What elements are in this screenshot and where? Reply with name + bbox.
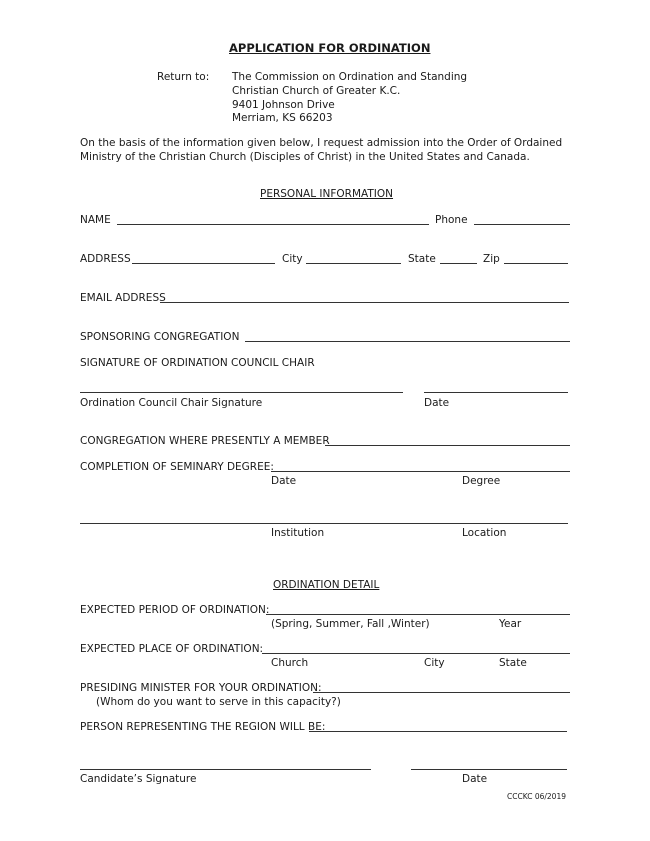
email-label: EMAIL ADDRESS — [80, 292, 166, 304]
city-label: City — [282, 253, 303, 265]
institution-label: Institution — [271, 527, 325, 539]
personal-info-heading: PERSONAL INFORMATION — [260, 188, 394, 200]
region-representative-field[interactable] — [309, 731, 567, 732]
return-to-label: Return to: — [157, 71, 210, 83]
phone-field[interactable] — [474, 224, 570, 225]
seminary-date-label: Date — [271, 475, 297, 487]
institution-location-field[interactable] — [80, 523, 568, 524]
candidate-signature-field[interactable] — [80, 769, 371, 770]
zip-label: Zip — [483, 253, 500, 265]
candidate-date-field[interactable] — [411, 769, 567, 770]
address-field[interactable] — [132, 263, 275, 264]
period-season-hint: (Spring, Summer, Fall ,Winter) — [271, 618, 430, 630]
return-address-line: Christian Church of Greater K.C. — [232, 85, 401, 97]
region-representative-label: PERSON REPRESENTING THE REGION WILL BE: — [80, 721, 326, 733]
name-label: NAME — [80, 214, 111, 226]
form-code: CCCKC 06/2019 — [507, 792, 566, 801]
return-address-line: 9401 Johnson Drive — [232, 99, 335, 111]
presiding-minister-label: PRESIDING MINISTER FOR YOUR ORDINATION: — [80, 682, 322, 694]
sponsoring-congregation-label: SPONSORING CONGREGATION — [80, 331, 240, 343]
period-field[interactable] — [266, 614, 570, 615]
return-address-line: Merriam, KS 66203 — [232, 112, 333, 124]
intro-text: Ministry of the Christian Church (Disciples of Christ) in the United States and Canada. — [80, 151, 530, 163]
return-address-line: The Commission on Ordination and Standing — [232, 71, 468, 83]
current-congregation-field[interactable] — [325, 445, 570, 446]
period-label: EXPECTED PERIOD OF ORDINATION: — [80, 604, 270, 616]
intro-text: On the basis of the information given below, I request admission into the Order of Ordained — [80, 137, 563, 149]
page-title: APPLICATION FOR ORDINATION — [229, 41, 431, 55]
phone-label: Phone — [435, 214, 468, 226]
current-congregation-label: CONGREGATION WHERE PRESENTLY A MEMBER — [80, 435, 330, 447]
period-year-hint: Year — [499, 618, 522, 630]
seminary-date-degree-field[interactable] — [271, 471, 570, 472]
state-field[interactable] — [440, 263, 477, 264]
city-field[interactable] — [306, 263, 401, 264]
presiding-minister-hint: (Whom do you want to serve in this capacity?) — [96, 696, 341, 708]
location-label: Location — [462, 527, 507, 539]
name-field[interactable] — [117, 224, 429, 225]
council-chair-signature-label: Ordination Council Chair Signature — [80, 397, 263, 409]
council-chair-date-label: Date — [424, 397, 450, 409]
email-field[interactable] — [160, 302, 569, 303]
seminary-degree-sublabel: Degree — [462, 475, 501, 487]
place-field[interactable] — [262, 653, 570, 654]
place-label: EXPECTED PLACE OF ORDINATION: — [80, 643, 264, 655]
council-chair-date-field[interactable] — [424, 392, 568, 393]
zip-field[interactable] — [504, 263, 568, 264]
place-state-hint: State — [499, 657, 527, 669]
address-label: ADDRESS — [80, 253, 131, 265]
place-church-hint: Church — [271, 657, 309, 669]
state-label: State — [408, 253, 436, 265]
council-chair-signature-field[interactable] — [80, 392, 403, 393]
seminary-degree-label: COMPLETION OF SEMINARY DEGREE: — [80, 461, 274, 473]
council-chair-heading: SIGNATURE OF ORDINATION COUNCIL CHAIR — [80, 357, 315, 369]
presiding-minister-field[interactable] — [313, 692, 570, 693]
ordination-detail-heading: ORDINATION DETAIL — [273, 579, 380, 591]
candidate-date-label: Date — [462, 773, 488, 785]
place-city-hint: City — [424, 657, 445, 669]
sponsoring-congregation-field[interactable] — [245, 341, 570, 342]
candidate-signature-label: Candidate’s Signature — [80, 773, 197, 785]
